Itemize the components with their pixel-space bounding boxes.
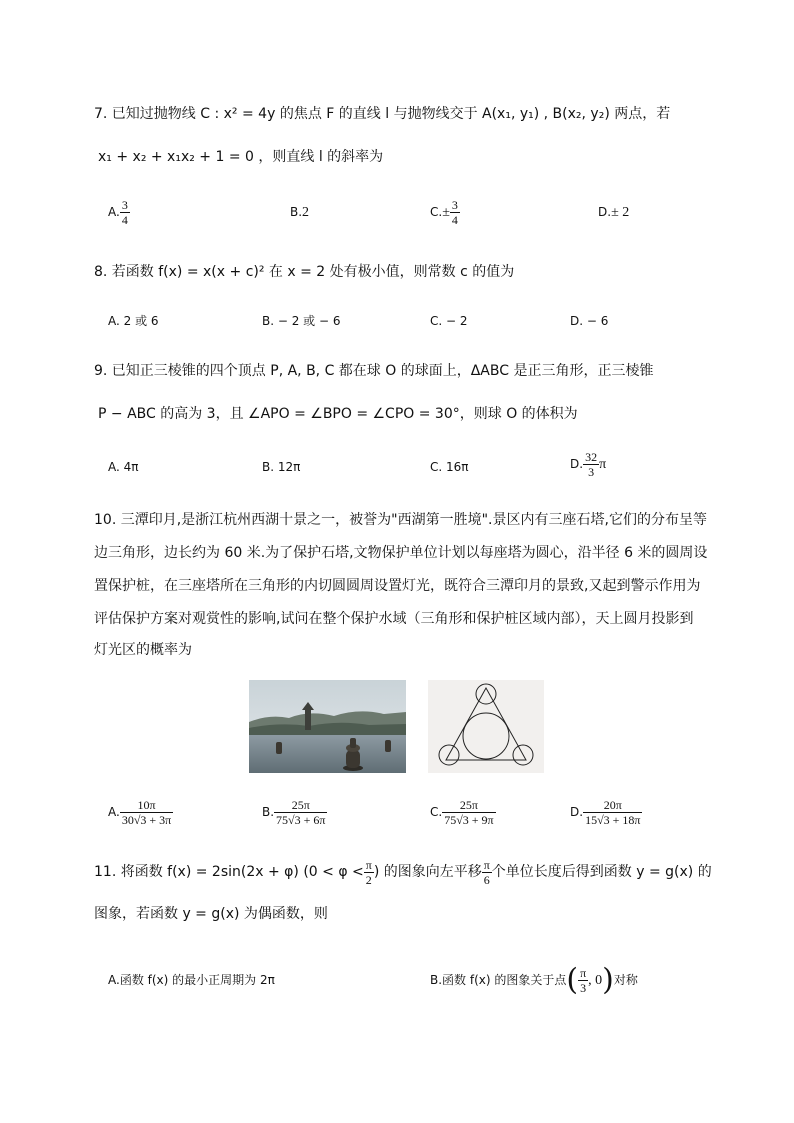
q10-text-1: 10. 三潭印月,是浙江杭州西湖十景之一，被誉为"西湖第一胜境".景区内有三座石塔,它们的分布呈等 (94, 512, 707, 528)
q9-a-text: A. 4π (108, 460, 139, 474)
q10-option-d[interactable] (570, 798, 642, 827)
q10-a-fraction (120, 798, 173, 827)
q10-c-den: 75√3 + 9π (444, 813, 494, 827)
q9-d-label: D. (570, 457, 584, 471)
q9-c-text: C. 16π (430, 460, 469, 474)
q9-option-c[interactable] (430, 458, 469, 476)
q7-a-num: 3 (121, 198, 128, 212)
q7-d-label: D. (598, 205, 612, 219)
q10-b-label: B. (262, 805, 275, 819)
q10-line3 (94, 576, 700, 596)
q11-text-1c: 个单位长度后得到函数 y = g(x) 的 (491, 864, 712, 880)
q11-shift-den: 6 (483, 872, 490, 887)
lake-photo (249, 680, 406, 773)
triangle-circles-diagram (428, 680, 544, 773)
q8-option-b[interactable] (262, 312, 341, 330)
q7-option-c[interactable] (430, 198, 460, 227)
q11-phi-den: 2 (365, 872, 372, 887)
q10-d-fraction (583, 798, 642, 827)
q11-option-b[interactable] (430, 960, 638, 1001)
q11-text-2: 图象，若函数 y = g(x) 为偶函数，则 (94, 906, 328, 922)
q10-c-label: C. (430, 805, 443, 819)
q7-c-fraction (450, 198, 460, 227)
q9-b-text: B. 12π (262, 460, 301, 474)
q7-a-label: A. (108, 205, 120, 219)
q8-b-text: B. − 2 或 − 6 (262, 314, 341, 328)
q8-d-text: D. − 6 (570, 314, 609, 328)
q11-b-end: 对称 (613, 973, 638, 987)
q10-c-fraction (442, 798, 495, 827)
q7-a-fraction (120, 198, 130, 227)
q10-line5 (94, 640, 192, 660)
q11-shift-fraction (482, 858, 492, 887)
q7-option-a[interactable] (108, 198, 130, 227)
q8-text-1: 8. 若函数 f(x) = x(x + c)² 在 x = 2 处有极小值，则常数 c 的值为 (94, 264, 515, 280)
q7-c-den: 4 (451, 213, 458, 227)
q11-b-left-paren: ( (566, 962, 579, 998)
q7-text-1: 7. 已知过抛物线 C : x² = 4y 的焦点 F 的直线 l 与抛物线交于 A(x₁, y₁) , B(x₂, y₂) 两点，若 (94, 106, 671, 122)
q7-c-sign: ± (442, 205, 450, 220)
q9-option-a[interactable] (108, 458, 139, 476)
q11-text-1a: 11. 将函数 f(x) = 2sin(2x + φ) (0 < φ < (94, 864, 364, 880)
q11-b-den: 3 (580, 981, 587, 995)
q11-b-head: B.函数 f(x) 的图象关于点 (430, 973, 567, 987)
q11-b-num: π (580, 966, 587, 980)
q11-line2 (94, 904, 328, 924)
q10-line1 (94, 510, 707, 530)
q7-b-label: B. (290, 205, 303, 219)
q10-b-den: 75√3 + 6π (276, 813, 326, 827)
q8-option-c[interactable] (430, 312, 468, 330)
q8-a-text: A. 2 或 6 (108, 314, 159, 328)
q10-a-num: 10π (120, 798, 173, 813)
q7-option-d[interactable] (598, 203, 629, 222)
q7-c-num: 3 (451, 198, 458, 212)
q10-option-c[interactable] (430, 798, 496, 827)
q7-line2 (98, 147, 383, 167)
q7-b-value: 2 (302, 205, 310, 220)
q10-a-den: 30√3 + 3π (121, 813, 172, 827)
q9-text-2: P − ABC 的高为 3，且 ∠APO = ∠BPO = ∠CPO = 30°，则球 O 的体积为 (98, 406, 578, 422)
q11-text-1b: ) 的图象向左平移 (373, 864, 482, 880)
q10-a-label: A. (108, 805, 120, 819)
q10-d-num: 20π (583, 798, 642, 813)
q7-option-b[interactable] (290, 203, 309, 222)
q7-line1 (94, 104, 670, 124)
q7-d-value: ± 2 (611, 205, 630, 220)
q10-b-fraction (274, 798, 327, 827)
q7-text-2: x₁ + x₂ + x₁x₂ + 1 = 0 ，则直线 l 的斜率为 (98, 149, 384, 165)
q9-line2 (98, 404, 578, 424)
q10-text-5: 灯光区的概率为 (94, 642, 192, 658)
q10-c-num: 25π (442, 798, 495, 813)
q10-line2 (94, 543, 707, 563)
q11-a-text: A.函数 f(x) 的最小正周期为 2π (108, 973, 275, 987)
q8-option-a[interactable] (108, 312, 159, 330)
q10-option-b[interactable] (262, 798, 327, 827)
q9-text-1: 9. 已知正三棱锥的四个顶点 P, A, B, C 都在球 O 的球面上，ΔABC 是正三角形，正三棱锥 (94, 363, 654, 379)
q11-line1 (94, 855, 712, 889)
q10-d-label: D. (570, 805, 584, 819)
q7-a-den: 4 (121, 213, 128, 227)
q11-option-a[interactable] (108, 971, 275, 989)
q9-line1 (94, 361, 653, 381)
q10-text-2: 边三角形，边长约为 60 米.为了保护石塔,文物保护单位计划以每座塔为圆心，沿半径 6 米的圆周设 (94, 545, 708, 561)
q10-b-num: 25π (274, 798, 327, 813)
q10-d-den: 15√3 + 18π (585, 813, 641, 827)
q9-d-fraction (583, 450, 599, 479)
q11-b-fraction (578, 966, 588, 995)
q11-shift-num: π (483, 857, 490, 872)
q10-text-4: 评估保护方案对观赏性的影响,试问在整个保护水域（三角形和保护桩区域内部），天上圆月投影到 (94, 611, 694, 627)
q7-c-label: C. (430, 205, 443, 219)
q9-d-den: 3 (588, 465, 595, 479)
q11-b-zero: , 0 (588, 973, 603, 988)
q11-b-right-paren: ) (602, 962, 614, 998)
q10-option-a[interactable] (108, 798, 173, 827)
q8-option-d[interactable] (570, 312, 608, 330)
q9-option-d[interactable] (570, 450, 606, 479)
q9-option-b[interactable] (262, 458, 300, 476)
q11-phi-bound-fraction (364, 858, 374, 887)
q9-d-pi: π (599, 457, 607, 472)
q10-text-3: 置保护桩，在三座塔所在三角形的内切圆圆周设置灯光，既符合三潭印月的景致,又起到警示作用为 (94, 578, 701, 594)
q9-d-num: 32 (585, 450, 598, 464)
q10-line4 (94, 609, 693, 629)
q8-c-text: C. − 2 (430, 314, 468, 328)
q8-line1 (94, 262, 514, 282)
q11-phi-num: π (365, 857, 372, 872)
